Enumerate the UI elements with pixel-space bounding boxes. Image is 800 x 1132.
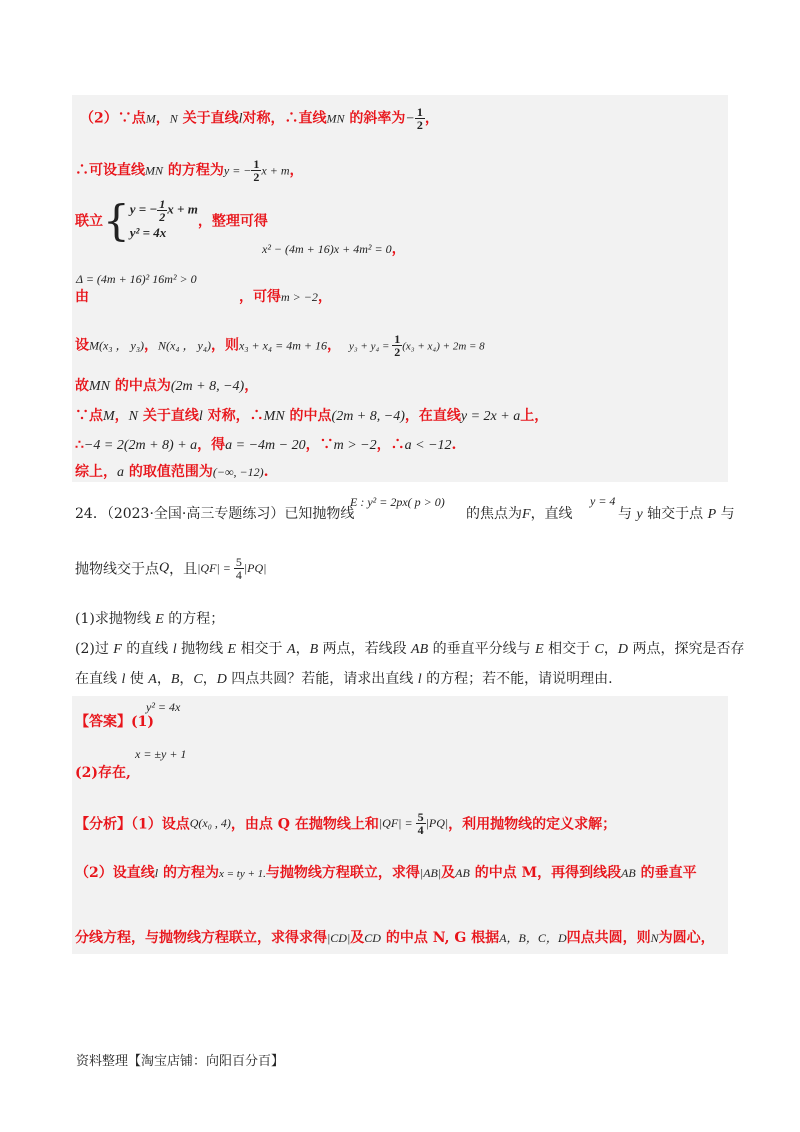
question-24-line-1: 24．（2023·全国·高三专题练习）已知抛物线 [75, 506, 355, 522]
solution-line-4: 由 ，可得m > −2， [75, 289, 332, 305]
question-24-part-1: (1)求抛物线 E 的方程； [75, 611, 225, 627]
question-24-line-1-y4: y = 4 [590, 494, 616, 508]
solution-line-6: 故MN 的中点为(2m + 8, −4)， [75, 378, 259, 394]
analysis-line-2: （2）设直线l 的方程为x = ty + 1.与抛物线方程联立，求得|AB|及AB 的中点 M，再得到线段AB 的垂直平 [75, 865, 697, 881]
solution-line-7: ∵点M，N 关于直线l 对称，∴MN 的中点(2m + 8, −4)，在直线y = 2x + a上， [75, 408, 549, 424]
answer-line-2: (2)存在, [75, 765, 131, 781]
solution-line-4-delta: Δ = (4m + 16)² 16m² > 0 [76, 272, 197, 286]
solution-line-3: 联立{y = − $\frac{1}{2}$ x + m y² = 4x，整理可得 [75, 195, 268, 245]
question-24-line-1-end: 与 y 轴交于点 P 与 [618, 506, 735, 522]
solution-line-5: 设M(x₃ ， y₃)，N(x₄ ， y₄)，则x₃ + x₄ = 4m + 16， y₃ + y₄ = $\frac{1}{2}$ (x₃ + x₄) + 2m = 8 [75, 332, 485, 359]
solution-line-1: （2）∵点M，N 关于直线l对称，∴直线MN 的斜率为− $\frac{1}{2}$ ， [80, 105, 439, 132]
page-footer: 资料整理【淘宝店铺：向阳百分百】 [76, 1054, 285, 1069]
question-24-line-1-equation: E : y² = 2px( p > 0) [350, 495, 445, 509]
analysis-line-1: 【分析】（1）设点Q(x₀ , 4)，由点 Q 在抛物线上和|QF| = $\frac{5}{4}$ |PQ|，利用抛物线的定义求解； [75, 810, 617, 837]
solution-line-8: ∴−4 = 2(2m + 8) + a，得a = −4m − 20，∵m > −2，∴a < −12. [75, 437, 457, 453]
question-24-part-2-line-2: 在直线 l 使 A，B，C，D 四点共圆？若能，请求出直线 l 的方程；若不能，请说明理由. [75, 671, 613, 687]
solution-line-2: ∴可设直线MN 的方程为y = − $\frac{1}{2}$ x + m， [75, 157, 304, 184]
question-24-line-1-rest: 的焦点为F，直线 [466, 506, 573, 522]
answer-line-1-equation: y² = 4x [146, 700, 181, 714]
question-24-line-2: 抛物线交于点Q，且|QF| = $\frac{5}{4}$ |PQ| [75, 555, 267, 582]
analysis-line-3: 分线方程，与抛物线方程联立，求得求得|CD|及CD 的中点 N, G 根据A，B，C，D四点共圆，则N为圆心， [75, 930, 715, 946]
answer-line-1: 【答案】(1) [75, 714, 154, 730]
answer-line-2-equation: x = ±y + 1 [135, 747, 187, 761]
question-24-part-2-line-1: (2)过 F 的直线 l 抛物线 E 相交于 A，B 两点，若线段 AB 的垂直平分线与 E 相交于 C，D 两点，探究是否存 [75, 641, 745, 657]
solution-line-9: 综上，a 的取值范围为(−∞, −12). [75, 464, 269, 480]
solution-line-3-equation: x² − (4m + 16)x + 4m² = 0， [262, 241, 406, 257]
